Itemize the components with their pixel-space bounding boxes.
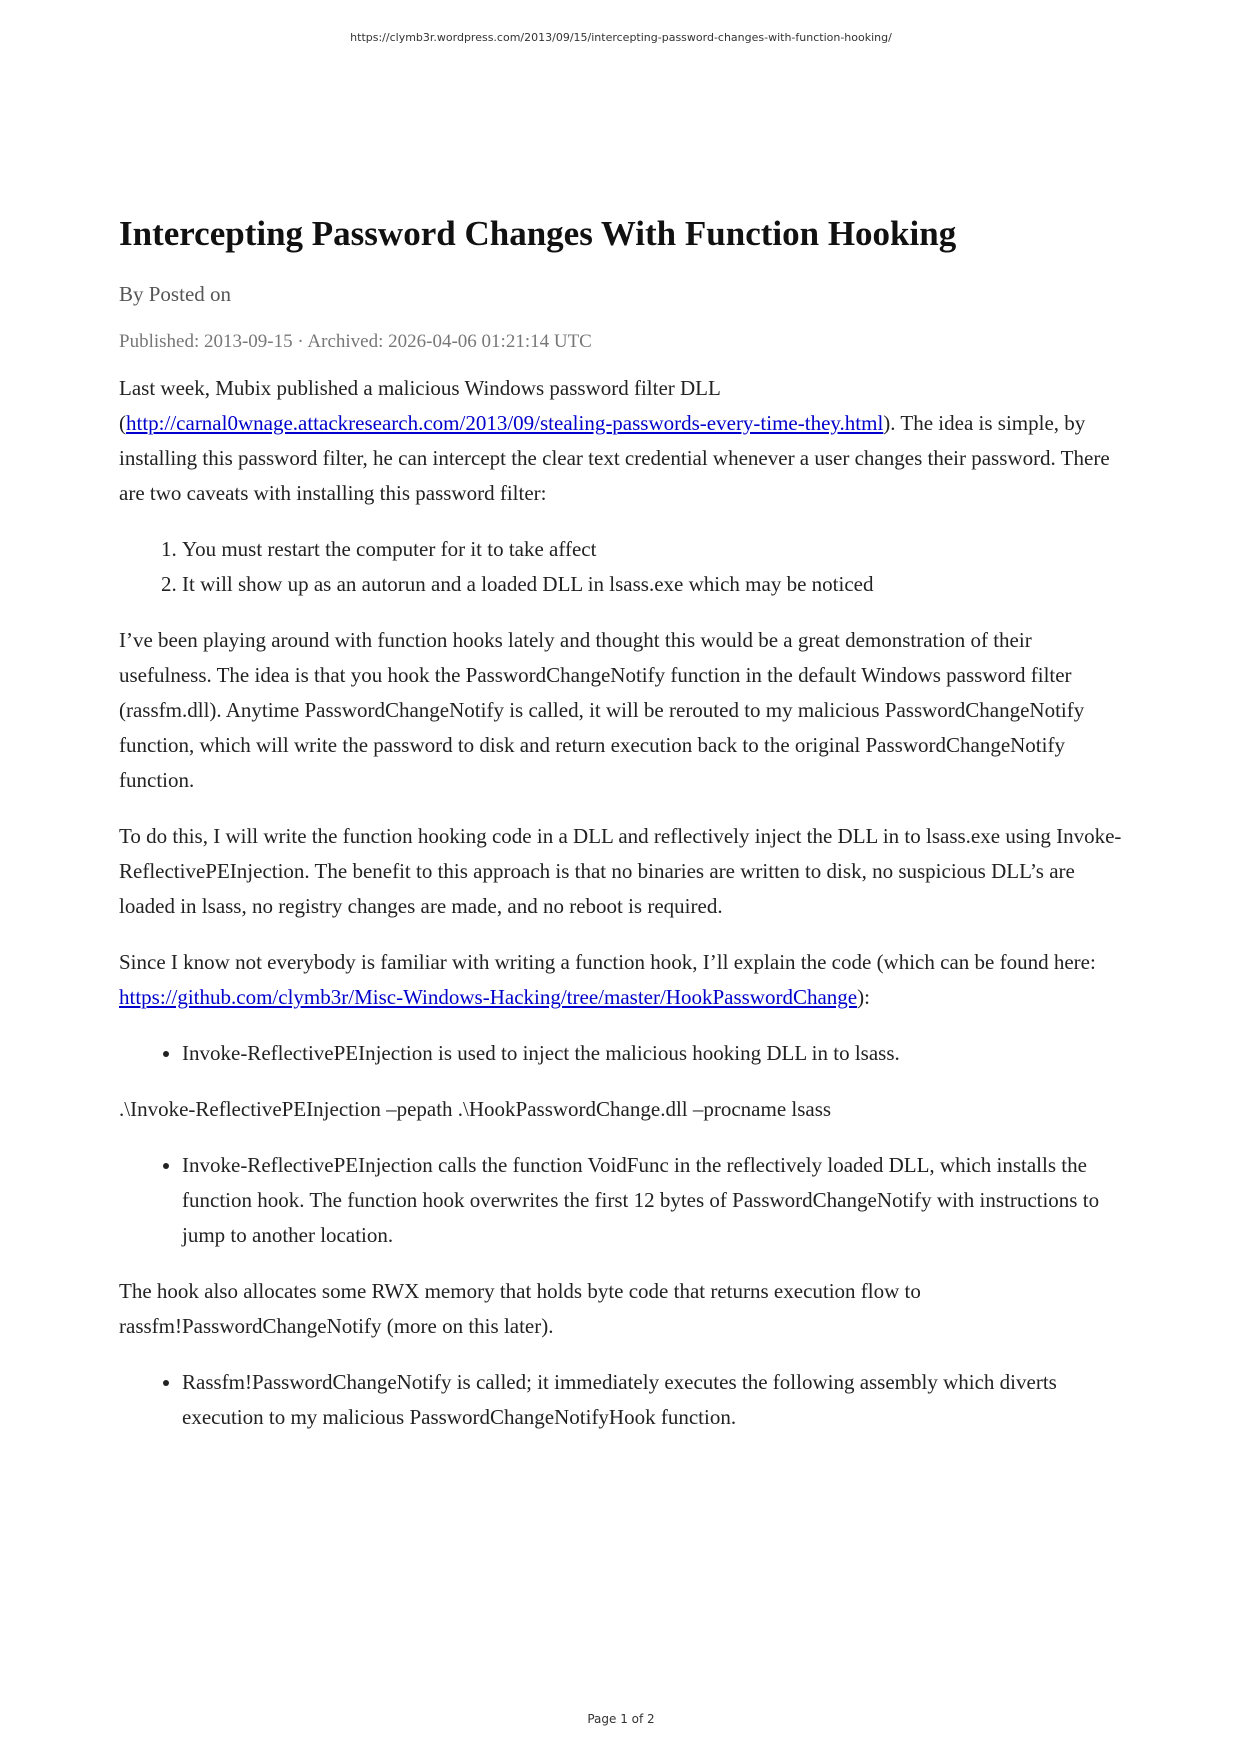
steps-list-1 <box>119 1036 1129 1071</box>
article-title: Intercepting Password Changes With Function Hooking <box>119 214 957 253</box>
carnal0wnage-link[interactable]: http://carnal0wnage.attackresearch.com/2013/09/stealing-passwords-every-time-they.html <box>126 411 884 435</box>
steps-list-3 <box>119 1365 1129 1435</box>
paragraph-approach: To do this, I will write the function hooking code in a DLL and reflectively inject the DLL in to lsass.exe using Invoke-ReflectivePEInjection. The benefit to this approach is that no binaries are written to disk, no suspicious DLL’s are loaded in lsass, no registry changes are made, and no reboot is required. <box>119 824 1122 918</box>
paragraph-code-text-start: Since I know not everybody is familiar with writing a function hook, I’ll explain the code (which can be found here: <box>119 950 1096 974</box>
paragraph-intro-text-end: ). The idea is simple, by installing this password filter, he can intercept the clear text credential whenever a user changes their password. There are two caveats with installing this password filter: <box>119 411 1110 505</box>
article-content <box>119 212 1129 1456</box>
paragraph-code-explanation <box>119 945 1129 1015</box>
steps-list-2 <box>119 1148 1129 1253</box>
paragraph-intro-text-start: Last week, Mubix published a malicious Windows password filter DLL ( <box>119 376 721 435</box>
list-item: • Invoke-ReflectivePEInjection calls the function VoidFunc in the reflectively loaded DLL, which installs the function hook. The function hook overwrites the first 12 bytes of PasswordChangeNotify with instructions to jump to another location. <box>182 1148 1129 1253</box>
paragraph-code-text-end: ): <box>857 985 870 1009</box>
byline: By Posted on <box>119 282 232 306</box>
paragraph-rwx-memory: The hook also allocates some RWX memory that holds byte code that returns execution flow to rassfm!PasswordChangeNotify (more on this later). <box>119 1279 921 1338</box>
caveats-list <box>119 532 1129 602</box>
page-number: Page 1 of 2 <box>587 1712 655 1726</box>
paragraph-function-hooks: I’ve been playing around with function hooks lately and thought this would be a great demonstration of their usefulness. The idea is that you hook the PasswordChangeNotify function in the default Windows password filter (rassfm.dll). Anytime PasswordChangeNotify is called, it will be rerouted to my malicious PasswordChangeNotify function, which will write the password to disk and return execution back to the original PasswordChangeNotify function. <box>119 628 1085 792</box>
list-item: • Invoke-ReflectivePEInjection is used to inject the malicious hooking DLL in to lsass. <box>182 1036 1129 1071</box>
list-item: 2. It will show up as an autorun and a loaded DLL in lsass.exe which may be noticed <box>182 567 1129 602</box>
page-header-url: https://clymb3r.wordpress.com/2013/09/15/intercepting-password-changes-with-function-hooking/ <box>350 31 892 44</box>
publish-meta: Published: 2013-09-15 · Archived: 2026-04-06 01:21:14 UTC <box>119 331 592 352</box>
command-line: .\Invoke-ReflectivePEInjection –pepath .\HookPasswordChange.dll –procname lsass <box>119 1097 832 1121</box>
list-item: 1. You must restart the computer for it to take affect <box>182 532 1129 567</box>
paragraph-intro <box>119 371 1129 511</box>
list-item: • Rassfm!PasswordChangeNotify is called; it immediately executes the following assembly which diverts execution to my malicious PasswordChangeNotifyHook function. <box>182 1365 1129 1435</box>
github-link[interactable]: https://github.com/clymb3r/Misc-Windows-Hacking/tree/master/HookPasswordChange <box>119 985 858 1009</box>
